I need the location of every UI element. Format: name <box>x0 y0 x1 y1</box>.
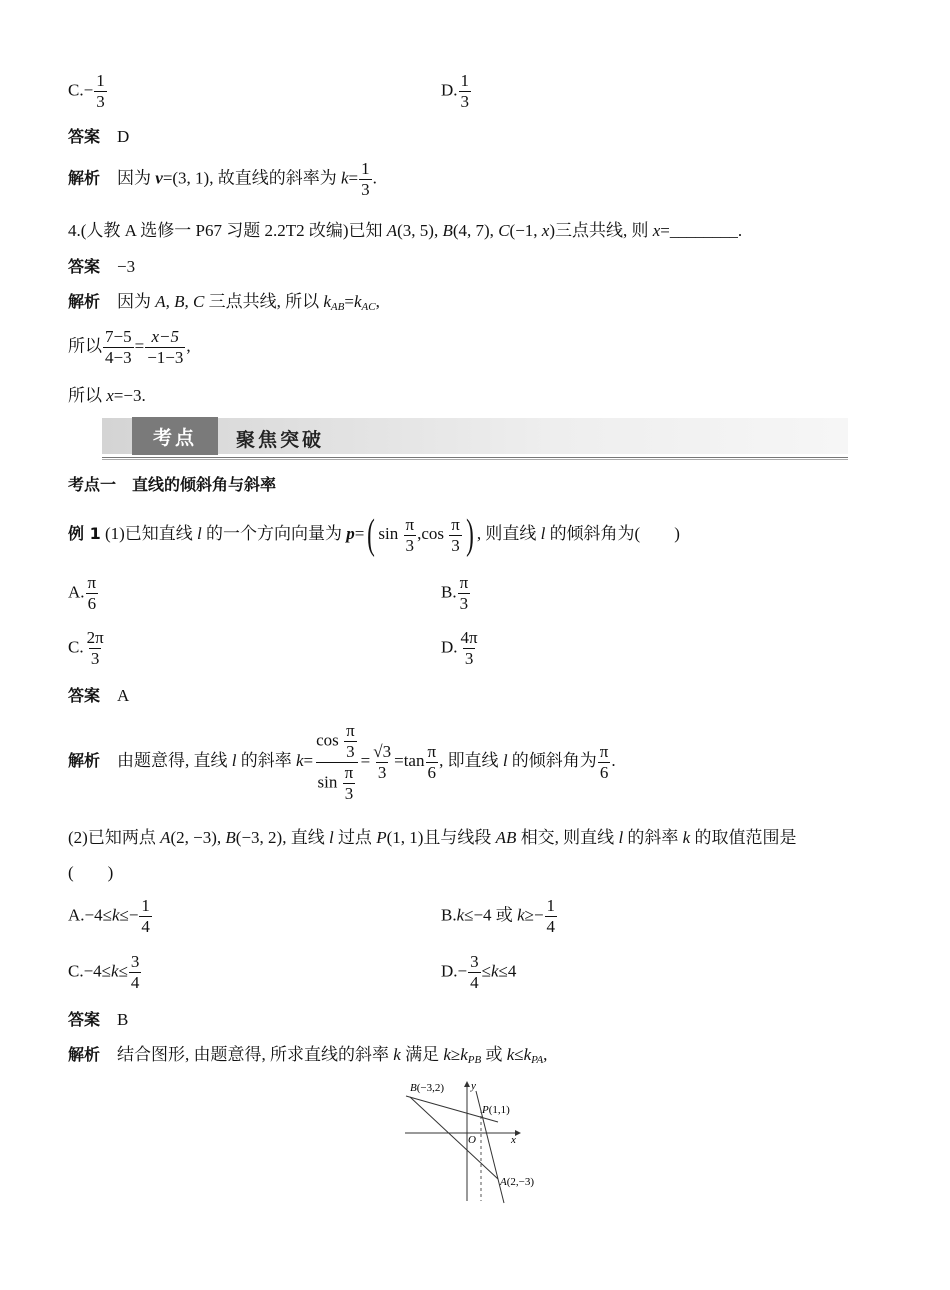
label-y: y <box>471 1080 476 1092</box>
option-c: C.−4≤k≤ $\frac{3}{4}$ <box>68 952 140 992</box>
option-d: D.− $\frac{3}{4}$ ≤k≤4 <box>441 952 517 992</box>
label-origin: O <box>468 1134 476 1146</box>
option-a: A. $\frac{\pi}{6}$ <box>68 573 97 613</box>
explanation-line: 解析 因为 A, B, C 三点共线, 所以 $k_{AB}=k_{AC}$, <box>68 292 380 313</box>
banner-rule-secondary <box>102 459 848 460</box>
explanation-line: 解析 结合图形, 由题意得, 所求直线的斜率 k 满足 $k\ge k_{PB}$ 或 $k\le k_{PA}$, <box>68 1045 548 1066</box>
label-x: x <box>511 1134 516 1146</box>
option-c: C.− $\frac{1}{3}$ <box>68 71 105 111</box>
label-p: P(1,1) <box>482 1104 510 1116</box>
example-1-part-2-bracket: ( ) <box>68 863 114 882</box>
answer-line: 答案 A <box>68 686 130 705</box>
example-1-part-1: 例 1 (1)已知直线 l 的一个方向向量为 p=( sin $\frac{\pi}{3}$ ,cos $\frac{\pi}{3}$ ) , 则直线 l 的倾斜角为( ) <box>68 512 680 558</box>
x-axis-arrow <box>515 1130 521 1136</box>
section-banner <box>102 417 848 457</box>
option-d: D. $\frac{1}{3}$ <box>441 71 470 111</box>
option-b: B.k≤−4 或 k≥− $\frac{1}{4}$ <box>441 896 556 936</box>
option-b: B. $\frac{\pi}{3}$ <box>441 573 469 613</box>
banner-title: 聚焦突破 <box>236 429 325 451</box>
question-4: 4.(人教 A 选修一 P67 习题 2.2T2 改编)已知 A(3, 5), B(4, 7), C(−1, x)三点共线, 则 x=________. <box>68 221 743 240</box>
coordinate-figure <box>400 1075 560 1205</box>
explanation-line: 解析 因为 v=(3, 1), 故直线的斜率为 k= $\frac{1}{3}$ . <box>68 159 377 199</box>
answer-line: 答案 B <box>68 1010 129 1029</box>
option-a: A.−4≤k≤− $\frac{1}{4}$ <box>68 896 150 936</box>
answer-line: 答案 −3 <box>68 257 136 276</box>
section-heading: 考点一 直线的倾斜角与斜率 <box>68 475 277 494</box>
explanation-result: 所以 x=−3. <box>68 386 146 405</box>
option-c: C. $\frac{2\pi}{3}$ <box>68 628 104 668</box>
y-axis-arrow <box>464 1081 470 1087</box>
answer-line: 答案 D <box>68 127 130 146</box>
label-a: A(2,−3) <box>500 1176 535 1188</box>
label-b: B(−3,2) <box>410 1082 445 1094</box>
explanation-fraction-line: 所以 $\frac{7-5}{4-3}$ = $\frac{x-5}{-1-3}$ , <box>68 327 191 367</box>
example-1-part-2: (2)已知两点 A(2, −3), B(−3, 2), 直线 l 过点 P(1, 1)且与线段 AB 相交, 则直线 l 的斜率 k 的取值范围是 <box>68 828 797 847</box>
banner-rule <box>102 457 848 458</box>
banner-tag: 考点 <box>132 417 218 455</box>
option-d: D. $\frac{4\pi}{3}$ <box>441 628 478 668</box>
explanation-line: 解析 由题意得, 直线 l 的斜率 k= cos $\frac{\pi}{3}$ sin $\frac{\pi}{3}$ = $\frac{√3}{3}$ =tan $\frac{\pi}{6}$ , 即直线 l 的倾斜角为 $\frac{\pi}{6}$ . <box>68 721 616 803</box>
